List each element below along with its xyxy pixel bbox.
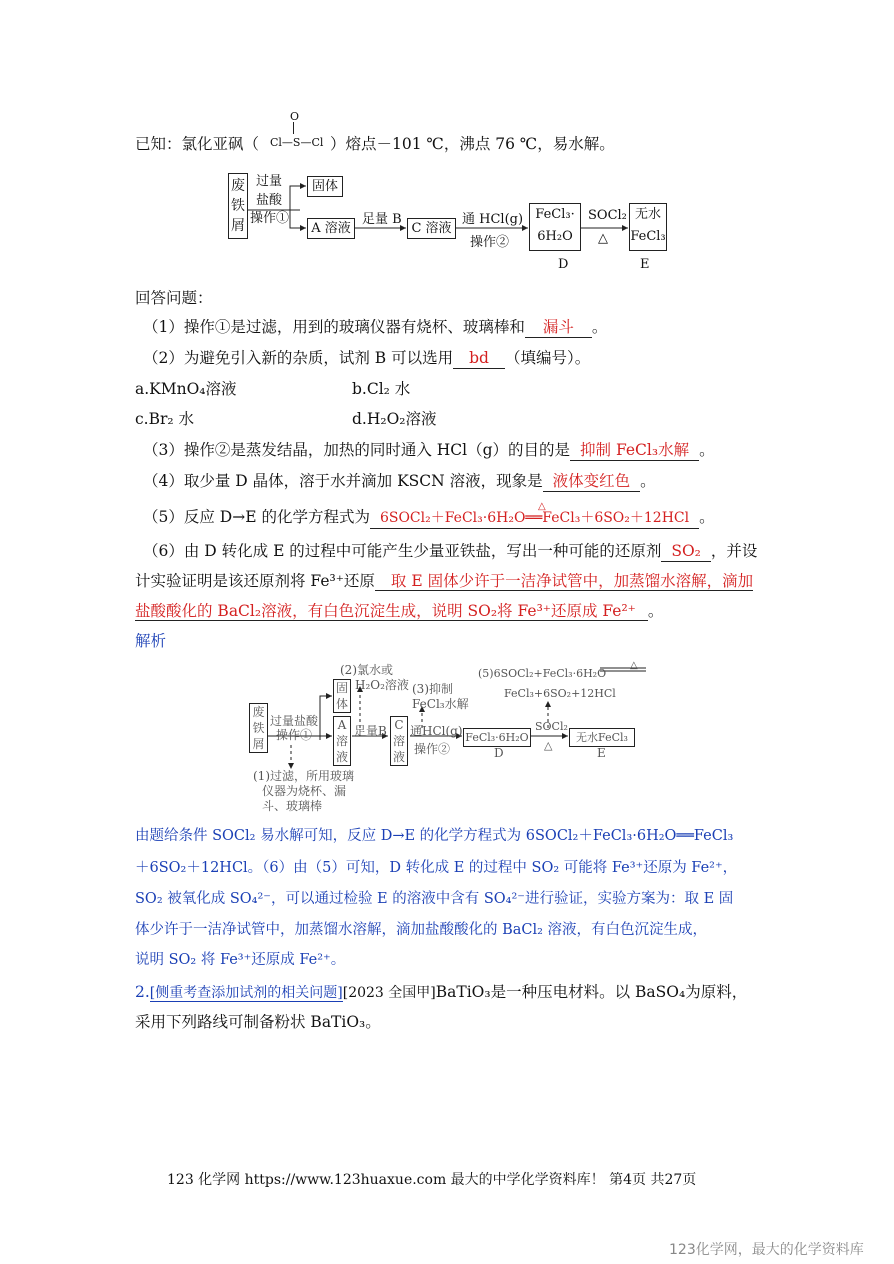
- q1-text: （1）操作①是过滤，用到的玻璃仪器有烧杯、玻璃棒和: [143, 318, 525, 336]
- flow2-acid-label: 过量盐酸: [270, 714, 319, 728]
- q5-equation: 6SOCl₂＋FeCl₃·6H₂O══FeCl₃＋6SO₂＋12HCl: [379, 510, 690, 526]
- q6-answer-reductant: SO₂: [661, 541, 711, 562]
- explain-line3: SO₂ 被氧化成 SO₄²⁻，可以通过检验 E 的溶液中含有 SO₄²⁻进行验证，实验方案为：取 E 固: [135, 891, 734, 907]
- note5-line1: (5)6SOCl₂+FeCl₃·6H₂O: [478, 667, 607, 680]
- struct-formula: Cl—S—Cl: [270, 136, 324, 149]
- note1-line2: 仪器为烧杯、漏: [262, 784, 347, 798]
- option-c: c.Br₂ 水: [135, 410, 195, 428]
- q2-next-number: 2.: [135, 983, 150, 1001]
- struct-oxygen: O: [290, 110, 300, 123]
- flow2-d-label: D: [494, 746, 504, 760]
- known-prefix: 已知：氯化亚砜（: [135, 135, 260, 153]
- note1-line1: (1)过滤，所用玻璃: [253, 769, 354, 783]
- q6-text: （6）由 D 转化成 E 的过程中可能产生少量亚铁盐，写出一种可能的还原剂: [143, 542, 662, 560]
- hcl-label: 通 HCl(g): [462, 212, 524, 227]
- q6-answer-part1: 取 E 固体少许于一洁净试管中，加蒸馏水溶解，滴加: [375, 572, 753, 591]
- q3-text: （3）操作②是蒸发结晶，加热的同时通入 HCl（g）的目的是: [143, 441, 571, 459]
- waste-iron-box: 废铁屑: [228, 173, 248, 239]
- enough-b-label: 足量 B: [362, 212, 402, 227]
- excess-label: 过量: [256, 174, 283, 189]
- flow2-a-box: A溶液: [333, 716, 351, 766]
- known-suffix: ）熔点－101 ℃，沸点 76 ℃，易水解。: [330, 135, 615, 153]
- op2-label: 操作②: [470, 235, 510, 250]
- option-d: d.H₂O₂溶液: [352, 410, 437, 428]
- flow2-c-box: C溶液: [390, 716, 408, 766]
- acid-label: 盐酸: [256, 193, 283, 208]
- flow2-d-box: FeCl₃·6H₂O: [463, 728, 531, 747]
- note1-line3: 斗、玻璃棒: [262, 799, 323, 813]
- explain-line2: ＋6SO₂＋12HCl。（6）由（5）可知，D 转化成 E 的过程中 SO₂ 可能将 Fe³⁺还原为 Fe²⁺，: [135, 860, 738, 876]
- d-box-line2: 6H₂O: [537, 229, 573, 244]
- delta-label: △: [598, 231, 608, 246]
- q6-line2-text: 计实验证明是该还原剂将 Fe³⁺还原: [135, 572, 375, 590]
- note3-line2: FeCl₃水解: [412, 697, 469, 711]
- q6-mid: ，并设: [710, 542, 758, 560]
- q4-text: （4）取少量 D 晶体，溶于水并滴加 KSCN 溶液，现象是: [143, 472, 543, 490]
- page-footer: 123 化学网 https://www.123huaxue.com 最大的中学化学资料库！ 第4页 共27页: [167, 1172, 697, 1188]
- q4-answer: 液体变红色: [543, 471, 641, 492]
- q1-end: 。: [591, 318, 608, 336]
- d-label: D: [558, 257, 569, 272]
- option-a: a.KMnO₄溶液: [135, 380, 237, 398]
- q5-text: （5）反应 D→E 的化学方程式为: [143, 508, 370, 526]
- flow2-solid-box: 固体: [333, 679, 351, 713]
- q1-answer: 漏斗: [525, 317, 592, 338]
- c-solution-box: C 溶液: [407, 218, 456, 239]
- note5-heat: △: [630, 660, 638, 671]
- q6-answer-part2: 盐酸酸化的 BaCl₂溶液，有白色沉淀生成，说明 SO₂将 Fe³⁺还原成 Fe²⁺: [135, 602, 648, 621]
- socl2-label: SOCl₂: [588, 208, 627, 223]
- option-b: b.Cl₂ 水: [352, 380, 411, 398]
- q5-end: 。: [699, 508, 715, 526]
- q2-answer: bd: [453, 348, 505, 369]
- op1-label: 操作①: [250, 211, 290, 226]
- q2-next: [135, 982, 747, 1003]
- q6-end: 。: [647, 602, 664, 620]
- d-box-line1: FeCl₃·: [535, 207, 575, 222]
- flow2-waste-box: 废铁屑: [249, 703, 268, 753]
- note5-line2: FeCl₃+6SO₂+12HCl: [504, 687, 616, 700]
- q4-end: 。: [640, 472, 656, 490]
- q5-heat-symbol: △: [537, 501, 546, 512]
- flow2-enough-b: 足量B: [354, 724, 387, 738]
- q2-next-source: [2023 全国甲]: [342, 985, 436, 1001]
- flow2-socl2: SOCl₂: [535, 720, 568, 733]
- e-box-line1: 无水: [634, 207, 661, 222]
- watermark: 123化学网，最大的化学资料库: [669, 1242, 864, 1258]
- flow2-op1-label: 操作①: [276, 728, 313, 742]
- answer-intro: 回答问题：: [135, 289, 213, 307]
- q2-text: （2）为避免引入新的杂质，试剂 B 可以选用: [143, 349, 454, 367]
- q2-next-line2: 采用下列路线可制备粉状 BaTiO₃。: [135, 1013, 381, 1031]
- q2-next-text: BaTiO₃是一种压电材料。以 BaSO₄为原料，: [435, 983, 748, 1001]
- note3-line1: (3)抑制: [412, 682, 453, 696]
- flow2-op2-label: 操作②: [414, 742, 451, 756]
- note2-line1: (2)氯水或: [340, 663, 393, 677]
- flow2-delta: △: [544, 739, 553, 752]
- e-label: E: [640, 257, 650, 272]
- explain-line5: 说明 SO₂ 将 Fe³⁺还原成 Fe²⁺。: [135, 952, 346, 968]
- e-box-line2: FeCl₃: [630, 229, 666, 244]
- explain-line4: 体少许于一洁净试管中，加蒸馏水溶解，滴加盐酸酸化的 BaCl₂ 溶液，有白色沉淀生成，: [135, 922, 708, 938]
- flow2-e-label: E: [597, 746, 606, 760]
- note2-line2: H₂O₂溶液: [355, 678, 409, 692]
- q2-end: （填编号）。: [504, 349, 591, 367]
- a-solution-box: A 溶液: [307, 218, 355, 239]
- explain-line1: 由题给条件 SOCl₂ 易水解可知，反应 D→E 的化学方程式为 6SOCl₂＋FeCl₃·6H₂O══FeCl₃: [135, 828, 734, 844]
- analysis-label: 解析: [135, 632, 167, 650]
- q3-answer: 抑制 FeCl₃水解: [570, 440, 699, 461]
- q3-end: 。: [699, 441, 715, 459]
- flow2-hcl-label: 通HCl(g): [410, 724, 463, 738]
- flow2-e-box: 无水FeCl₃: [569, 728, 635, 747]
- q2-next-tag: [侧重考查添加试剂的相关问题]: [149, 985, 343, 1001]
- solid-box: 固体: [307, 176, 343, 197]
